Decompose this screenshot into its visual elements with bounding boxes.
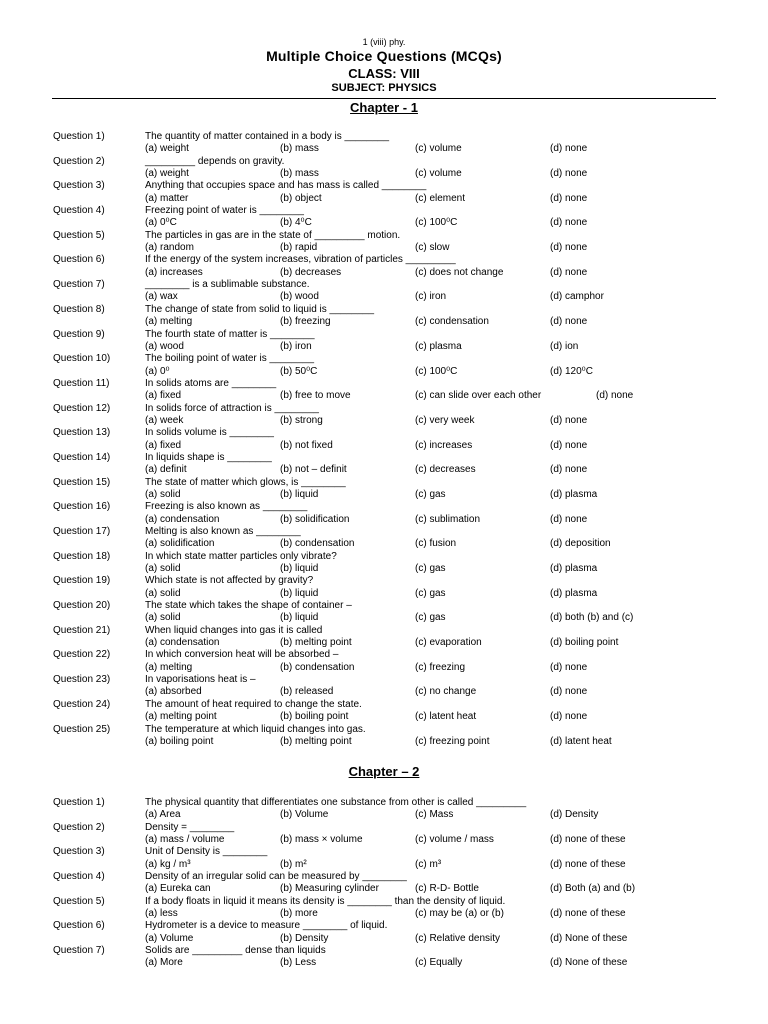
- option-a: (a) wood: [145, 340, 184, 352]
- option-d: (d) plasma: [550, 563, 598, 575]
- header-rule: [52, 98, 716, 99]
- option-a: (a) solid: [145, 488, 181, 500]
- question-item: [53, 131, 733, 156]
- option-b: (b) m²: [280, 858, 307, 870]
- option-a: (a) fixed: [145, 390, 182, 402]
- option-b: (b) wood: [280, 291, 319, 303]
- question-label: Question 7): [53, 279, 105, 291]
- page-number: 1 (viii) phy.: [362, 37, 406, 47]
- question-text: The state which takes the shape of container –: [145, 600, 352, 612]
- question-text: Melting is also known as ________: [145, 526, 301, 537]
- question-item: [53, 477, 733, 502]
- option-b: (b) melting point: [280, 735, 352, 747]
- option-a: (a) boiling point: [145, 735, 214, 747]
- option-c: (c) plasma: [415, 340, 462, 352]
- question-text: In vaporisations heat is –: [145, 674, 256, 686]
- question-label: Question 23): [53, 674, 111, 686]
- option-b: (b) strong: [280, 414, 323, 426]
- option-a: (a) solidification: [145, 538, 215, 550]
- option-a: (a) condensation: [145, 513, 220, 525]
- option-c: (c) increases: [415, 439, 473, 451]
- option-c: (c) evaporation: [415, 637, 482, 649]
- option-c: (c) volume: [415, 168, 462, 180]
- question-text: ________ is a sublimable substance.: [145, 279, 310, 291]
- option-a: (a) Volume: [145, 932, 194, 944]
- question-label: Question 6): [53, 254, 105, 266]
- question-text: In liquids shape is ________: [145, 451, 272, 463]
- option-b: (b) mass × volume: [280, 834, 363, 846]
- question-label: Question 12): [53, 402, 111, 414]
- question-text: Density = ________: [145, 821, 235, 833]
- option-c: (c) condensation: [415, 316, 489, 328]
- question-label: Question 20): [53, 600, 111, 612]
- question-item: [53, 797, 733, 822]
- option-b: (b) object: [280, 192, 322, 204]
- option-c: (c) m³: [415, 858, 442, 870]
- option-d: (d) none: [550, 711, 588, 723]
- question-text: The state of matter which glows, is ________: [145, 476, 346, 488]
- option-d: (d) None of these: [550, 932, 628, 944]
- question-text: Unit of Density is ________: [145, 846, 268, 858]
- option-d: (d) none: [550, 513, 588, 525]
- option-c: (c) latent heat: [415, 711, 477, 723]
- question-text: Solids are _________ dense than liquids: [145, 945, 326, 957]
- question-text: In which conversion heat will be absorbed –: [145, 649, 339, 661]
- option-a: (a) less: [145, 908, 178, 920]
- question-label: Question 14): [53, 451, 111, 463]
- option-a: (a) fixed: [145, 439, 182, 451]
- option-d: (d) None of these: [550, 957, 628, 969]
- question-label: Question 5): [53, 229, 105, 241]
- option-b: (b) mass: [280, 168, 319, 180]
- option-c: (c) Mass: [415, 809, 454, 821]
- option-a: (a) matter: [145, 192, 189, 204]
- question-text: Freezing point of water is ________: [145, 205, 304, 217]
- option-c: (c) very week: [415, 414, 475, 426]
- document-title: Multiple Choice Questions (MCQs): [266, 48, 502, 64]
- option-a: (a) weight: [145, 168, 189, 180]
- question-label: Question 21): [53, 624, 111, 636]
- option-b: (b) more: [280, 908, 318, 920]
- option-b: (b) liquid: [280, 612, 319, 624]
- option-a: (a) increases: [145, 266, 203, 278]
- option-d: (d) deposition: [550, 538, 611, 550]
- question-item: [53, 600, 733, 625]
- option-b: (b) freezing: [280, 316, 331, 328]
- question-item: [53, 254, 733, 279]
- option-a: (a) weight: [145, 143, 189, 155]
- question-text: If the energy of the system increases, vibration of particles _________: [145, 254, 456, 266]
- option-b: (b) iron: [280, 340, 312, 352]
- question-item: [53, 205, 733, 230]
- question-item: [53, 279, 733, 304]
- option-d: (d) boiling point: [550, 637, 619, 649]
- question-text: The change of state from solid to liquid is ________: [145, 303, 375, 315]
- option-c: (c) freezing point: [415, 735, 490, 747]
- option-d: (d) none of these: [550, 908, 626, 920]
- option-a: (a) random: [145, 242, 194, 254]
- option-a: (a) week: [145, 414, 184, 426]
- option-c: (c) element: [415, 192, 466, 204]
- question-item: [53, 180, 733, 205]
- question-text: In solids volume is ________: [145, 427, 274, 439]
- option-c: (c) freezing: [415, 661, 466, 673]
- option-c: (c) 100⁰C: [415, 365, 458, 377]
- option-c: (c) slow: [415, 242, 450, 254]
- chapter-1-questions: [53, 131, 733, 748]
- question-item: [53, 452, 733, 477]
- option-c: (c) no change: [415, 686, 477, 698]
- option-d: (d) none: [550, 414, 588, 426]
- option-c: (c) 100⁰C: [415, 217, 458, 229]
- option-b: (b) boiling point: [280, 711, 349, 723]
- option-b: (b) not fixed: [280, 439, 333, 451]
- question-label: Question 10): [53, 353, 111, 365]
- question-text: Anything that occupies space and has mass is called ________: [145, 180, 427, 192]
- chapter-2-heading: Chapter – 2: [348, 764, 420, 779]
- question-label: Question 13): [53, 427, 111, 439]
- question-text: In solids force of attraction is ________: [145, 402, 319, 414]
- option-b: (b) solidification: [280, 513, 350, 525]
- question-text: Density of an irregular solid can be measured by ________: [145, 871, 407, 883]
- option-a: (a) kg / m³: [145, 858, 191, 870]
- option-c: (c) decreases: [415, 464, 476, 476]
- question-label: Question 5): [53, 895, 105, 907]
- question-label: Question 11): [53, 377, 110, 389]
- option-a: (a) condensation: [145, 637, 220, 649]
- option-b: (b) rapid: [280, 242, 318, 254]
- option-c: (c) fusion: [415, 538, 457, 550]
- option-a: (a) solid: [145, 587, 181, 599]
- question-label: Question 6): [53, 920, 105, 932]
- option-d: (d) ion: [550, 340, 579, 352]
- option-a: (a) melting: [145, 661, 193, 673]
- question-label: Question 18): [53, 550, 111, 562]
- option-d: (d) both (b) and (c): [550, 612, 634, 624]
- question-item: [53, 871, 733, 896]
- chapter-2-questions: [53, 797, 733, 970]
- option-d: (d) none of these: [550, 834, 626, 846]
- question-item: [53, 551, 733, 576]
- question-label: Question 15): [53, 476, 111, 488]
- question-label: Question 4): [53, 205, 105, 217]
- question-label: Question 8): [53, 303, 105, 315]
- question-text: Freezing is also known as ________: [145, 501, 308, 513]
- question-item: [53, 674, 733, 699]
- question-item: [53, 501, 733, 526]
- question-label: Question 17): [53, 526, 111, 537]
- option-d: (d) none: [550, 686, 588, 698]
- option-b: (b) Volume: [280, 809, 329, 821]
- option-d: (d) latent heat: [550, 735, 612, 747]
- chapter-1-heading: Chapter - 1: [350, 100, 418, 115]
- option-a: (a) melting point: [145, 711, 217, 723]
- option-a: (a) absorbed: [145, 686, 202, 698]
- question-text: The amount of heat required to change the state.: [145, 698, 362, 710]
- option-d: (d) none: [550, 242, 588, 254]
- option-a: (a) 0⁰C: [145, 217, 177, 229]
- question-item: [53, 230, 733, 255]
- question-text: The quantity of matter contained in a body is ________: [145, 131, 390, 142]
- question-item: [53, 920, 733, 945]
- question-item: [53, 427, 733, 452]
- question-label: Question 3): [53, 180, 105, 192]
- option-b: (b) 4⁰C: [280, 217, 312, 229]
- subject-line: SUBJECT: PHYSICS: [331, 82, 437, 94]
- option-a: (a) Area: [145, 809, 181, 821]
- question-item: [53, 329, 733, 354]
- question-label: Question 25): [53, 723, 111, 735]
- question-label: Question 9): [53, 328, 105, 340]
- option-c: (c) gas: [415, 612, 446, 624]
- option-b: (b) Less: [280, 957, 317, 969]
- option-b: (b) decreases: [280, 266, 342, 278]
- question-text: The physical quantity that differentiates one substance from other is called _________: [145, 797, 527, 808]
- question-text: The fourth state of matter is ________: [145, 328, 315, 340]
- option-a: (a) More: [145, 957, 183, 969]
- option-b: (b) 50⁰C: [280, 365, 318, 377]
- option-c: (c) Relative density: [415, 932, 501, 944]
- question-item: [53, 724, 733, 749]
- option-d: (d) Both (a) and (b): [550, 883, 636, 895]
- option-a: (a) Eureka can: [145, 883, 211, 895]
- question-text: The temperature at which liquid changes into gas.: [145, 723, 366, 735]
- option-d: (d) none of these: [550, 858, 626, 870]
- question-label: Question 19): [53, 575, 111, 587]
- option-b: (b) Measuring cylinder: [280, 883, 379, 895]
- question-item: [53, 403, 733, 428]
- option-c: (c) sublimation: [415, 513, 481, 525]
- question-item: [53, 378, 733, 403]
- option-d: (d) none: [550, 439, 588, 451]
- option-a: (a) mass / volume: [145, 834, 225, 846]
- option-c: (c) iron: [415, 291, 447, 303]
- option-d: (d) plasma: [550, 488, 598, 500]
- question-label: Question 2): [53, 155, 105, 167]
- question-label: Question 2): [53, 821, 105, 833]
- question-item: [53, 575, 733, 600]
- option-d: (d) none: [550, 266, 588, 278]
- question-text: In which state matter particles only vibrate?: [145, 550, 337, 562]
- question-label: Question 4): [53, 871, 105, 883]
- question-item: [53, 896, 733, 921]
- option-c: (c) can slide over each other: [415, 390, 542, 402]
- option-a: (a) definit: [145, 464, 187, 476]
- question-text: The particles in gas are in the state of _________ motion.: [145, 229, 401, 241]
- option-b: (b) free to move: [280, 390, 351, 402]
- option-d: (d) Density: [550, 809, 599, 821]
- question-text: _________ depends on gravity.: [145, 155, 285, 167]
- option-d: (d) camphor: [550, 291, 604, 303]
- question-item: [53, 625, 733, 650]
- option-b: (b) liquid: [280, 488, 319, 500]
- question-text: Hydrometer is a device to measure ________ of liquid.: [145, 920, 388, 932]
- question-item: [53, 822, 733, 847]
- question-item: [53, 353, 733, 378]
- question-item: [53, 699, 733, 724]
- option-b: (b) mass: [280, 143, 319, 155]
- question-item: [53, 846, 733, 871]
- question-label: Question 1): [53, 131, 105, 142]
- option-d: (d) none: [550, 168, 588, 180]
- option-d: (d) none: [550, 316, 588, 328]
- question-item: [53, 526, 733, 551]
- option-c: (c) gas: [415, 587, 446, 599]
- option-a: (a) solid: [145, 612, 181, 624]
- option-c: (c) volume: [415, 143, 462, 155]
- option-c: (c) R-D- Bottle: [415, 883, 479, 895]
- option-c: (c) Equally: [415, 957, 463, 969]
- option-c: (c) gas: [415, 488, 446, 500]
- option-c: (c) may be (a) or (b): [415, 908, 504, 920]
- option-d: (d) none: [550, 464, 588, 476]
- question-text: When liquid changes into gas it is called: [145, 624, 323, 636]
- question-label: Question 3): [53, 846, 105, 858]
- option-d: (d) none: [550, 143, 588, 155]
- option-a: (a) wax: [145, 291, 178, 303]
- question-item: [53, 945, 733, 970]
- option-c: (c) does not change: [415, 266, 504, 278]
- question-item: [53, 304, 733, 329]
- question-label: Question 16): [53, 501, 111, 513]
- question-label: Question 22): [53, 649, 111, 661]
- question-label: Question 24): [53, 698, 111, 710]
- question-item: [53, 649, 733, 674]
- option-d: (d) none: [550, 192, 588, 204]
- option-b: (b) condensation: [280, 538, 355, 550]
- question-item: [53, 156, 733, 181]
- question-label: Question 7): [53, 945, 105, 957]
- option-a: (a) melting: [145, 316, 193, 328]
- question-text: If a body floats in liquid it means its density is ________ than the density of liquid.: [145, 895, 506, 907]
- option-d: (d) none: [550, 661, 588, 673]
- option-b: (b) not – definit: [280, 464, 347, 476]
- class-line: CLASS: VIII: [348, 66, 420, 81]
- question-text: Which state is not affected by gravity?: [145, 575, 314, 587]
- option-d: (d) plasma: [550, 587, 598, 599]
- option-b: (b) liquid: [280, 587, 319, 599]
- question-text: In solids atoms are ________: [145, 377, 277, 389]
- option-d: (d) 120⁰C: [550, 365, 593, 377]
- option-d: (d) none: [550, 217, 588, 229]
- option-b: (b) liquid: [280, 563, 319, 575]
- option-a: (a) 0⁰: [145, 365, 170, 377]
- option-b: (b) Density: [280, 932, 329, 944]
- option-d: (d) none: [596, 390, 634, 402]
- option-c: (c) volume / mass: [415, 834, 494, 846]
- option-a: (a) solid: [145, 563, 181, 575]
- option-b: (b) melting point: [280, 637, 352, 649]
- question-label: Question 1): [53, 797, 105, 808]
- question-text: The boiling point of water is ________: [145, 353, 315, 365]
- option-b: (b) condensation: [280, 661, 355, 673]
- option-b: (b) released: [280, 686, 334, 698]
- option-c: (c) gas: [415, 563, 446, 575]
